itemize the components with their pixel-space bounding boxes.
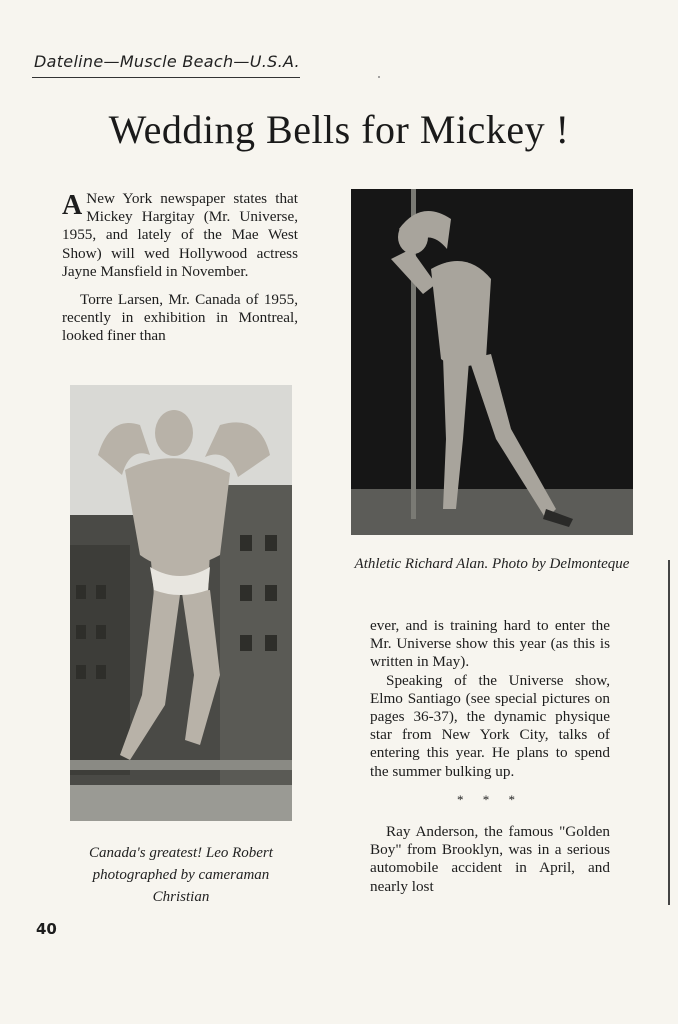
paragraph-3: Speaking of the Universe show, Elmo Santiago (see special pictures on pages 36-37), the dynamic physique star from New York City, talks of entering this year. He plans to spend the summer bulking up. <box>370 671 610 780</box>
dateline: Dateline—Muscle Beach—U.S.A. <box>34 52 300 71</box>
caption-left: Canada's greatest! Leo Robert photographed by cameraman Christian <box>89 845 273 905</box>
paragraph-2: Torre Larsen, Mr. Canada of 1955, recently in exhibition in Montreal, looked finer than <box>62 291 298 345</box>
section-separator: * * * <box>457 791 523 807</box>
page-mark <box>378 76 380 78</box>
page-edge-line <box>668 560 670 905</box>
dateline-rule <box>32 77 300 78</box>
photo-left <box>70 385 292 821</box>
right-column <box>370 617 610 896</box>
caption-right: Athletic Richard Alan. Photo by Delmonteque <box>354 556 630 572</box>
bodybuilder-photo-leo-robert <box>70 385 292 821</box>
bodybuilder-photo-richard-alan <box>351 189 633 535</box>
intro-column <box>62 190 298 346</box>
headline: Wedding Bells for Mickey ! <box>108 107 570 152</box>
photo-right <box>351 189 633 535</box>
intro-text: New York newspaper states that Mickey Hargitay (Mr. Universe, 1955, and lately of the Mae West Show) will wed Hollywood actress Jayne Mansfield in November. <box>62 190 298 280</box>
drop-cap: A <box>62 190 83 221</box>
intro-paragraph <box>62 190 298 281</box>
paragraph-4: Ray Anderson, the famous "Golden Boy" from Brooklyn, was in a serious automobile accident in April, and nearly lost <box>370 823 610 895</box>
paragraph-2-continued: ever, and is training hard to enter the Mr. Universe show this year (as this is written in May). <box>370 617 610 671</box>
page-number: 40 <box>36 920 57 938</box>
